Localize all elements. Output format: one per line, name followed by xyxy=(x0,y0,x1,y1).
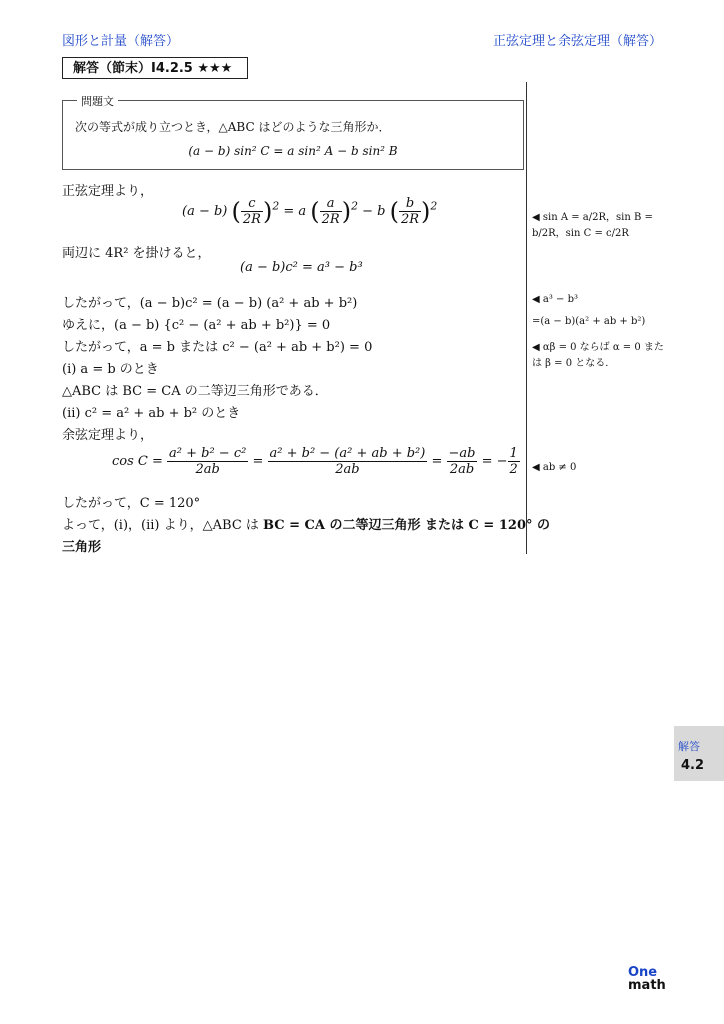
note-zero-product-2: は β = 0 となる． xyxy=(532,358,616,369)
solution-title: 解答（節末）I4.2.5 ★★★ xyxy=(62,57,248,79)
text-line-7: △ABC は BC = CA の二等辺三角形である． xyxy=(62,384,328,399)
header-left: 図形と計量（解答） xyxy=(62,34,180,49)
note-sine-substitution-2: b/2R，sin C = c/2R xyxy=(532,228,629,239)
problem-text: 次の等式が成り立つとき，△ABC はどのような三角形か． xyxy=(75,120,391,134)
problem-equation: (a − b) sin² C = a sin² A − b sin² B xyxy=(188,144,398,158)
note-sine-substitution: ◀ sin A = a/2R，sin B = xyxy=(532,212,653,223)
note-cube-difference-2: =(a − b)(a² + ab + b²) xyxy=(532,316,646,327)
text-line-3: したがって，(a − b)c² = (a − b) (a² + ab + b²) xyxy=(62,296,358,311)
text-line-12: 三角形 xyxy=(62,540,102,555)
text-line-2: 両辺に 4R² を掛けると， xyxy=(62,246,211,261)
section-tab xyxy=(674,726,724,781)
problem-label: 問題文 xyxy=(77,93,118,109)
section-tab-number: 4.2 xyxy=(681,758,705,773)
note-cube-difference: ◀ a³ − b³ xyxy=(532,294,578,305)
text-line-5: したがって，a = b または c² − (a² + ab + b²) = 0 xyxy=(62,340,373,355)
conclusion-prefix: よって，(i)，(ii) より，△ABC は xyxy=(62,518,264,533)
margin-divider xyxy=(526,82,527,554)
problem-box xyxy=(62,95,524,170)
text-line-6: (i) a = b のとき xyxy=(62,362,159,377)
section-tab-label: 解答 xyxy=(678,740,700,753)
header-right: 正弦定理と余弦定理（解答） xyxy=(492,34,662,49)
text-line-11 xyxy=(62,514,550,533)
conclusion-answer: BC = CA の二等辺三角形 または C = 120° の xyxy=(263,518,551,533)
equation-sine-rule: (a − b) ( $\frac{c}{2R}$ )$^2$ = a ( $\frac{a}{2R}$ )$^2$ − b ( $\frac{b}{2R}$ )$^2$ xyxy=(182,196,438,227)
text-line-1: 正弦定理より， xyxy=(62,184,154,199)
equation-cosine: cos C = $\frac{\text{a² + b² − c²}}{2ab}$ = $\frac{\text{a² + b² − (a² + ab + b²)}}{2ab}$ = $\frac{-ab}{2ab}$ = − $\frac{1}{2}$ xyxy=(112,446,518,477)
text-line-9: 余弦定理より， xyxy=(62,428,154,443)
text-line-4: ゆえに，(a − b) {c² − (a² + ab + b²)} = 0 xyxy=(62,318,331,333)
text-line-8: (ii) c² = a² + ab + b² のとき xyxy=(62,406,241,421)
equation-2: (a − b)c² = a³ − b³ xyxy=(240,260,363,275)
note-zero-product: ◀ αβ = 0 ならば α = 0 また xyxy=(532,342,664,353)
text-line-10: したがって，C = 120° xyxy=(62,496,201,511)
note-ab-nonzero: ◀ ab ≠ 0 xyxy=(532,462,577,473)
onemath-logo: One math xyxy=(628,965,666,993)
